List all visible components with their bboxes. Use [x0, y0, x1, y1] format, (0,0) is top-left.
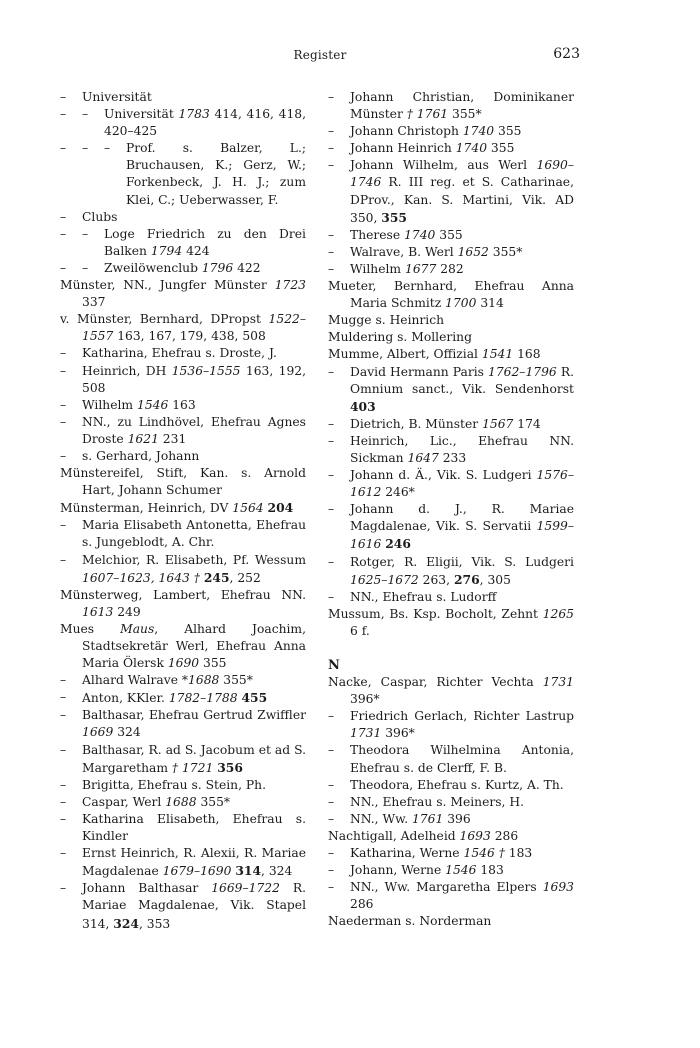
- date-text: 1546: [445, 863, 477, 878]
- index-subentry: [60, 448, 306, 465]
- index-entry: [60, 499, 306, 517]
- index-entry: [328, 329, 574, 346]
- date-text: Maus: [120, 621, 155, 636]
- date-text: 1782–1788: [168, 691, 238, 706]
- entry-text: NN., Ww. Margaretha Elpers: [350, 880, 543, 895]
- entry-text: 246*: [381, 485, 415, 500]
- entry-text: Mussum, Bs. Ksp. Bocholt, Zehnt: [328, 606, 543, 621]
- repeat-dash: –: [82, 141, 89, 156]
- index-subentry: [328, 89, 574, 123]
- entry-text: Münstereifel, Stift, Kan. s. Arnold Hart, Johann Schumer: [60, 466, 306, 498]
- repeat-dash: –: [60, 777, 67, 792]
- date-text: 1679–1690: [162, 864, 232, 879]
- entry-text: Dietrich, B. Münster: [350, 416, 483, 431]
- index-subentry: [328, 123, 574, 140]
- index-subentry: [328, 742, 574, 776]
- repeat-dash: –: [60, 260, 67, 275]
- entry-text: , 353: [138, 916, 171, 931]
- index-subentry: [328, 862, 574, 879]
- repeat-dash: –: [60, 708, 67, 723]
- index-subentry: [328, 589, 574, 606]
- entry-text: Johann Christian, Dominikaner Münster: [350, 90, 574, 122]
- bold-page-ref: 276: [453, 571, 480, 587]
- date-text: 1669–1722: [211, 881, 280, 896]
- index-entry: [60, 621, 306, 672]
- date-text: 1731: [542, 675, 574, 690]
- date-text: 1599–1616: [350, 519, 574, 552]
- entry-text: , 252: [229, 570, 261, 585]
- entry-text: Mueter, Bernhard, Ehefrau Anna Maria Schmitz: [328, 279, 574, 311]
- index-subentry: [60, 89, 306, 106]
- repeat-dash: –: [328, 227, 335, 242]
- index-subentry: [60, 226, 306, 260]
- index-subentry: [60, 845, 306, 880]
- entry-text: 314: [476, 296, 504, 311]
- date-text: 1783: [178, 107, 210, 122]
- entry-text: 355*: [196, 794, 231, 809]
- entry-text: s. Gerhard, Johann: [82, 448, 200, 463]
- repeat-dash: –: [82, 107, 89, 122]
- repeat-dash: –: [328, 846, 335, 861]
- date-text: 1693: [459, 828, 491, 843]
- entry-text: Heinrich, Lic., Ehefrau NN. Sickman: [350, 433, 574, 465]
- index-entry: [328, 674, 574, 708]
- index-subentry: [328, 227, 574, 244]
- repeat-dash: –: [328, 502, 335, 517]
- index-subentry: [60, 260, 306, 277]
- date-text: † 1761: [406, 107, 449, 122]
- page-header: [60, 48, 580, 68]
- entry-text: 286: [350, 897, 374, 912]
- entry-text: 174: [513, 416, 541, 431]
- index-entry: [328, 278, 574, 312]
- index-subentry: [60, 414, 306, 448]
- entry-text: Mugge s. Heinrich: [328, 313, 445, 328]
- repeat-dash: –: [328, 244, 335, 259]
- index-subentry: [60, 397, 306, 414]
- repeat-dash: –: [328, 416, 335, 431]
- entry-text: Therese: [350, 227, 405, 242]
- index-subentry: [328, 501, 574, 553]
- entry-text: Naederman s. Norderman: [328, 914, 492, 929]
- repeat-dash: –: [328, 90, 335, 104]
- index-subentry: [60, 345, 306, 362]
- repeat-dash: –: [60, 846, 67, 861]
- repeat-dash: –: [328, 777, 335, 792]
- entry-text: 355: [487, 141, 515, 156]
- repeat-dash: –: [328, 158, 335, 173]
- date-text: 1762–1796: [488, 364, 557, 379]
- index-subentry: [60, 689, 306, 707]
- index-subentry: [328, 467, 574, 501]
- repeat-dash: –: [328, 709, 335, 724]
- repeat-dash: –: [60, 346, 67, 361]
- entry-text: Friedrich Gerlach, Richter Lastrup: [350, 709, 574, 724]
- section-letter: [328, 657, 574, 674]
- index-subentry: [328, 157, 574, 226]
- date-text: 1522–1557: [82, 312, 306, 344]
- entry-text: 355: [494, 124, 522, 139]
- index-entry: [328, 828, 574, 845]
- date-text: 1677: [405, 261, 437, 276]
- index-subentry: [328, 261, 574, 278]
- repeat-dash: –: [60, 794, 67, 809]
- date-text: 1723: [274, 278, 306, 293]
- entry-text: 355*: [219, 673, 253, 688]
- entry-text: Anton, KKler.: [82, 691, 169, 706]
- index-subentry: [60, 707, 306, 741]
- entry-text: 286: [490, 828, 519, 843]
- date-text: 1652: [457, 244, 489, 259]
- date-text: 1576–1612: [350, 468, 574, 500]
- index-subentry: [60, 552, 306, 587]
- entry-text: Balthasar, R. ad S. Jacobum et ad S. Margaretham: [82, 742, 306, 775]
- date-text: 1740: [462, 124, 495, 139]
- date-text: 1567: [482, 416, 514, 431]
- entry-text: 163, 167, 179, 438, 508: [113, 329, 266, 344]
- index-subentry: [60, 777, 306, 794]
- repeat-dash: –: [328, 880, 335, 895]
- repeat-dash: –: [328, 261, 335, 276]
- repeat-dash: –: [328, 794, 335, 809]
- repeat-dash: –: [328, 743, 335, 758]
- index-column-left: [60, 89, 306, 933]
- entry-text: 396: [443, 811, 471, 826]
- date-text: † 1721: [171, 760, 214, 775]
- date-text: 1541: [481, 347, 514, 362]
- index-entry: [60, 311, 306, 345]
- bold-page-ref: 403: [350, 398, 376, 414]
- repeat-dash: –: [328, 863, 335, 878]
- repeat-dash: –: [60, 690, 67, 705]
- entry-text: David Hermann Paris: [350, 364, 489, 379]
- repeat-dash: –: [60, 811, 67, 826]
- bold-page-ref: 455: [241, 690, 268, 706]
- index-subentry: [60, 794, 306, 811]
- bold-page-ref: 246: [385, 536, 411, 552]
- index-entry: [328, 913, 574, 930]
- repeat-dash: –: [60, 90, 67, 104]
- entry-text: 396*: [381, 726, 415, 741]
- entry-text: Münsterweg, Lambert, Ehefrau NN.: [60, 587, 306, 602]
- entry-text: R. III reg. et S. Catharinae, DProv., Kan. S. Martini, Vik. AD 350,: [350, 175, 574, 225]
- entry-text: Clubs: [82, 209, 118, 224]
- entry-text: Mumme, Albert, Offizial: [328, 347, 482, 362]
- entry-text: Katharina, Ehefrau s. Droste, J.: [82, 346, 277, 361]
- date-text: 1669: [82, 725, 114, 740]
- index-entry: [60, 277, 306, 311]
- entry-text: Prof. s. Balzer, L.; Bruchausen, K.; Gerz, W.; Forkenbeck, J. H. J.; zum Klei, C.; Ueberwasser, F.: [126, 141, 306, 207]
- entry-text: Universität: [82, 90, 152, 104]
- date-text: *1688: [181, 673, 220, 688]
- entry-text: Münster, NN., Jungfer Münster: [60, 278, 275, 293]
- repeat-dash: –: [82, 226, 89, 241]
- entry-text: Johann, Werne: [350, 863, 446, 878]
- repeat-dash: –: [104, 141, 111, 156]
- entry-text: 263,: [418, 572, 454, 587]
- entry-text: 424: [182, 243, 210, 258]
- repeat-dash: –: [328, 554, 335, 569]
- index-entry: [328, 312, 574, 329]
- entry-text: 355: [435, 227, 463, 242]
- entry-text: 422: [233, 260, 261, 275]
- entry-text: NN., Ehefrau s. Meiners, H.: [350, 794, 524, 809]
- entry-text: 163: [168, 397, 196, 412]
- entry-text: R. Omnium sanct., Vik. Sendenhorst: [350, 364, 574, 396]
- entry-text: NN., Ww.: [350, 811, 412, 826]
- entry-text: Heinrich, DH: [82, 363, 172, 378]
- date-text: 1761: [411, 811, 444, 826]
- date-text: 1693: [542, 880, 574, 895]
- date-text: 1647: [407, 450, 439, 465]
- repeat-dash: –: [60, 226, 67, 241]
- entry-text: Nacke, Caspar, Richter Vechta: [328, 675, 543, 690]
- entry-text: Johann d. J., R. Mariae Magdalenae, Vik. S. Servatii: [350, 502, 574, 534]
- date-text: 1740: [404, 227, 436, 242]
- date-text: 1546: [137, 397, 169, 412]
- entry-text: Brigitta, Ehefrau s. Stein, Ph.: [82, 777, 266, 792]
- bold-page-ref: 245: [203, 569, 230, 585]
- repeat-dash: –: [60, 742, 67, 757]
- date-text: 1621: [127, 431, 159, 446]
- repeat-dash: –: [60, 881, 67, 896]
- entry-text: Loge Friedrich zu den Drei Balken: [104, 226, 306, 258]
- entry-text: 355*: [448, 107, 482, 122]
- running-title: Register: [293, 48, 347, 62]
- entry-text: Alhard Walrave: [82, 673, 182, 688]
- entry-text: 355: [199, 656, 227, 671]
- index-subentry: [328, 140, 574, 157]
- entry-text: 231: [158, 431, 187, 446]
- entry-text: 324: [113, 725, 141, 740]
- repeat-dash: –: [328, 141, 335, 156]
- index-column-right: [328, 89, 574, 931]
- date-text: 1690: [167, 656, 200, 671]
- index-subentry: [328, 794, 574, 811]
- entry-text: Nachtigall, Adelheid: [328, 828, 460, 843]
- entry-text: Balthasar, Ehefrau Gertrud Zwiffler: [82, 708, 306, 723]
- date-text: 1688: [165, 794, 197, 809]
- index-entry: [328, 606, 574, 640]
- date-text: 1794: [150, 243, 183, 258]
- entry-text: 183: [504, 846, 533, 861]
- repeat-dash: –: [60, 141, 67, 156]
- entry-text: Münsterman, Heinrich, DV: [60, 501, 233, 516]
- date-text: 1625–1672: [350, 572, 419, 587]
- index-subentry: [60, 140, 306, 208]
- bold-page-ref: 324: [113, 915, 139, 931]
- index-subentry: [60, 672, 306, 689]
- index-subentry: [328, 708, 574, 742]
- index-subentry: [60, 209, 306, 226]
- index-entry: [60, 465, 306, 499]
- entry-text: Rotger, R. Eligii, Vik. S. Ludgeri: [350, 554, 574, 569]
- index-entry: [60, 587, 306, 621]
- entry-text: Johann d. Ä., Vik. S. Ludgeri: [350, 468, 537, 483]
- repeat-dash: –: [328, 589, 335, 604]
- date-text: 1613: [82, 604, 114, 619]
- entry-text: NN., zu Lindhövel, Ehefrau Agnes Droste: [82, 414, 306, 446]
- entry-text: Wilhelm: [82, 397, 137, 412]
- entry-text: 337: [82, 295, 106, 310]
- entry-text: Zweilöwenclub: [104, 260, 202, 275]
- entry-text: 163, 192, 508: [82, 363, 307, 395]
- bold-page-ref: 204: [267, 500, 294, 516]
- entry-text: Caspar, Werl: [82, 794, 166, 809]
- entry-text: 233: [438, 450, 467, 465]
- entry-text: Johann Christoph: [350, 124, 463, 139]
- repeat-dash: –: [328, 124, 335, 139]
- repeat-dash: –: [60, 673, 67, 688]
- index-subentry: [328, 244, 574, 261]
- index-subentry: [328, 416, 574, 433]
- entry-text: N: [328, 658, 340, 673]
- entry-text: 414, 416, 418, 420–425: [104, 107, 307, 139]
- repeat-dash: –: [60, 107, 67, 122]
- date-text: 1607–1623, 1643 †: [82, 570, 200, 585]
- bold-page-ref: 356: [217, 759, 243, 775]
- index-subentry: [60, 363, 306, 397]
- repeat-dash: –: [328, 468, 335, 483]
- repeat-dash: –: [60, 552, 67, 567]
- index-entry: [328, 346, 574, 363]
- repeat-dash: –: [328, 433, 335, 448]
- entry-text: 168: [513, 347, 541, 362]
- date-text: 1265: [542, 606, 574, 621]
- entry-text: Johann Wilhelm, aus Werl: [350, 158, 537, 173]
- repeat-dash: –: [328, 811, 335, 826]
- entry-text: , Alhard Joachim, Stadtsekretär Werl, Ehefrau Anna Maria Ölersk: [82, 621, 307, 671]
- entry-text: Katharina Elisabeth, Ehefrau s. Kindler: [82, 811, 306, 844]
- index-subentry: [328, 845, 574, 862]
- entry-text: v. Münster, Bernhard, DPropst: [60, 312, 269, 327]
- entry-text: , 324: [261, 864, 293, 879]
- index-subentry: [60, 742, 306, 777]
- entry-text: R. Mariae Magdalenae, Vik. Stapel 314,: [82, 881, 306, 931]
- date-text: 1731: [350, 726, 382, 741]
- entry-text: 355*: [488, 244, 523, 259]
- entry-text: Maria Elisabeth Antonetta, Ehefrau s. Jungeblodt, A. Chr.: [82, 518, 306, 550]
- date-text: 1796: [201, 260, 234, 275]
- entry-text: Ernst Heinrich, R. Alexii, R. Mariae Magdalenae: [82, 846, 306, 879]
- repeat-dash: –: [60, 363, 67, 378]
- date-text: 1546 †: [463, 846, 505, 861]
- entry-text: Walrave, B. Werl: [350, 244, 458, 259]
- entry-text: Theodora, Ehefrau s. Kurtz, A. Th.: [350, 777, 564, 792]
- date-text: 1690–1746: [350, 158, 574, 190]
- entry-text: NN., Ehefrau s. Ludorff: [350, 589, 497, 604]
- date-text: 1740: [455, 141, 488, 156]
- repeat-dash: –: [60, 209, 67, 224]
- index-subentry: [60, 880, 306, 932]
- entry-text: Theodora Wilhelmina Antonia, Ehefrau s. de Clerff, F. B.: [350, 743, 574, 775]
- entry-text: 282: [436, 261, 464, 276]
- repeat-dash: –: [82, 260, 89, 275]
- entry-text: 183: [476, 863, 504, 878]
- date-text: 1536–1555: [171, 363, 241, 378]
- bold-page-ref: 355: [381, 209, 407, 225]
- index-subentry: [60, 811, 306, 845]
- page-number: 623: [553, 46, 580, 62]
- entry-text: Johann Balthasar: [82, 881, 212, 896]
- index-subentry: [328, 811, 574, 828]
- date-text: 1700: [445, 296, 477, 311]
- entry-text: Mues: [60, 621, 121, 636]
- index-subentry: [328, 433, 574, 467]
- index-subentry: [328, 554, 574, 589]
- entry-text: 396*: [350, 692, 380, 707]
- entry-text: Melchior, R. Elisabeth, Pf. Wessum: [82, 552, 306, 567]
- entry-text: 249: [113, 604, 141, 619]
- date-text: 1564: [232, 501, 264, 516]
- bold-page-ref: 314: [235, 863, 261, 879]
- repeat-dash: –: [328, 364, 335, 379]
- index-subentry: [60, 517, 306, 551]
- repeat-dash: –: [60, 448, 67, 463]
- entry-text: , 305: [479, 572, 511, 587]
- entry-text: Universität: [104, 107, 179, 122]
- repeat-dash: –: [60, 518, 67, 533]
- entry-text: Wilhelm: [350, 261, 405, 276]
- entry-text: Johann Heinrich: [350, 141, 456, 156]
- index-subentry: [328, 364, 574, 416]
- index-subentry: [60, 106, 306, 140]
- index-subentry: [328, 879, 574, 913]
- index-subentry: [328, 777, 574, 794]
- entry-text: 6 f.: [350, 623, 370, 638]
- entry-text: Muldering s. Mollering: [328, 330, 472, 345]
- repeat-dash: –: [60, 397, 67, 412]
- repeat-dash: –: [60, 414, 67, 429]
- entry-text: Katharina, Werne: [350, 846, 464, 861]
